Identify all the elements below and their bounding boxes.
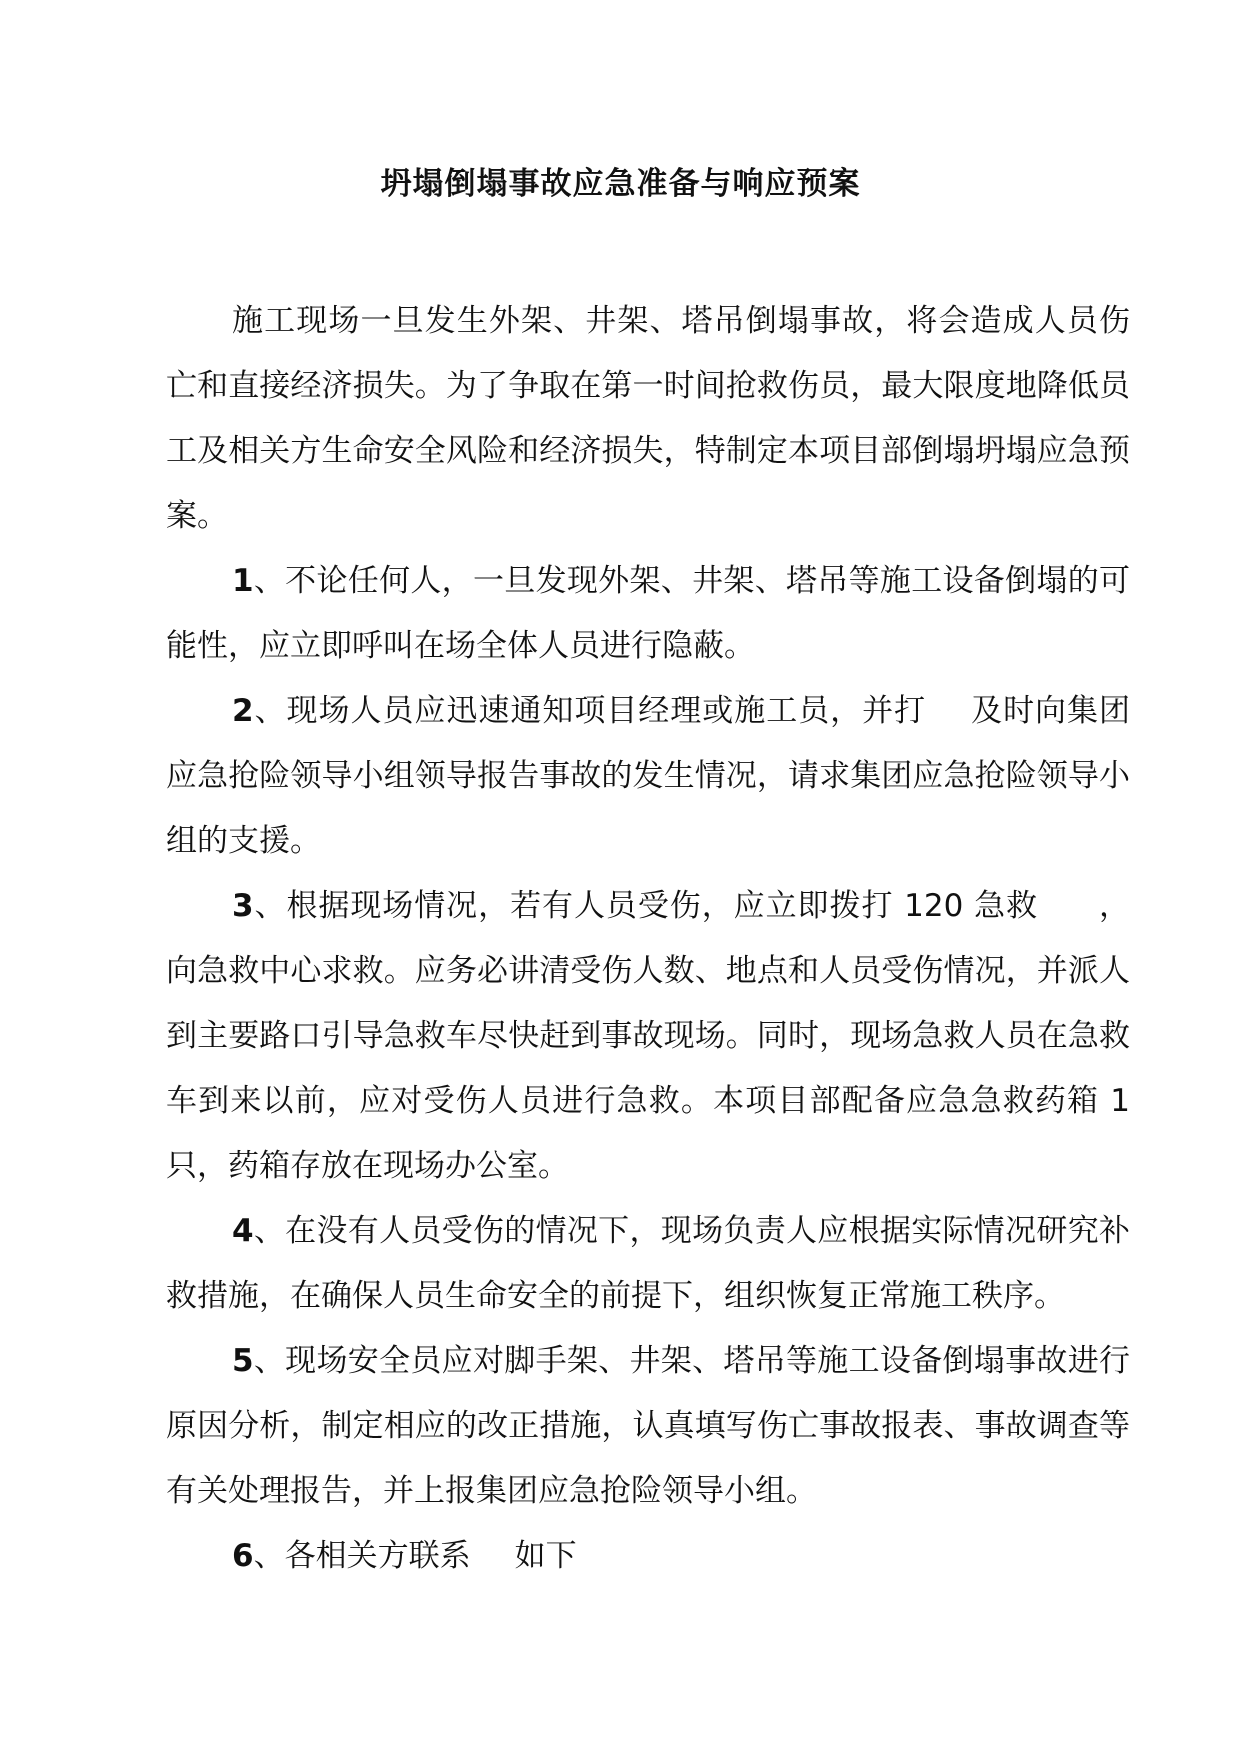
item-4-number: 4 [232, 1213, 254, 1249]
item-3-paragraph [166, 874, 1130, 1199]
document-title: 坍塌倒塌事故应急准备与响应预案 [380, 166, 861, 202]
item-5-text: 、现场安全员应对脚手架、井架、塔吊等施工设备倒塌事故进行原因分析，制定相应的改正措施，认真填写伤亡事故报表、事故调查等有关处理报告，并上报集团应急抢险领导小组。 [166, 1343, 1130, 1509]
item-6-text-a: 、各相关方联系 [253, 1538, 471, 1574]
item-3-text-a: 、根据现场情况，若有人员受伤，应立即拨打 120 急救 [253, 888, 1039, 924]
item-6-text-b: 如下 [514, 1538, 577, 1574]
item-3-text-b: ，向急救中心求救。应务必讲清受伤人数、地点和人员受伤情况，并派人到主要路口引导急救车尽快赶到事故现场。同时，现场急救人员在急救车到来以前，应对受伤人员进行急救。本项目部配备应急急救药箱 1 只，药箱存放在现场办公室。 [166, 888, 1130, 1184]
item-5-paragraph [166, 1329, 1130, 1524]
item-2-paragraph [166, 679, 1130, 874]
item-2-number: 2 [232, 693, 254, 729]
item-1-number: 1 [232, 563, 254, 599]
document-body [166, 289, 1130, 1589]
item-1-text: 、不论任何人，一旦发现外架、井架、塔吊等施工设备倒塌的可能性，应立即呼叫在场全体人员进行隐蔽。 [166, 563, 1130, 664]
item-2-text-b: 及时向集团应急抢险领导小组领导报告事故的发生情况，请求集团应急抢险领导小组的支援。 [166, 693, 1131, 859]
item-6-paragraph [166, 1524, 1130, 1589]
item-6-number: 6 [232, 1538, 254, 1574]
item-5-number: 5 [232, 1343, 254, 1379]
intro-paragraph: 施工现场一旦发生外架、井架、塔吊倒塌事故，将会造成人员伤亡和直接经济损失。为了争取在第一时间抢救伤员，最大限度地降低员工及相关方生命安全风险和经济损失，特制定本项目部倒塌坍塌应急预案。 [166, 303, 1130, 534]
item-2-text-a: 、现场人员应迅速通知项目经理或施工员，并打 [253, 693, 927, 729]
item-1-paragraph [166, 549, 1130, 679]
item-3-number: 3 [232, 888, 254, 924]
item-4-paragraph [166, 1199, 1130, 1329]
item-4-text: 、在没有人员受伤的情况下，现场负责人应根据实际情况研究补救措施，在确保人员生命安全的前提下，组织恢复正常施工秩序。 [166, 1213, 1130, 1314]
